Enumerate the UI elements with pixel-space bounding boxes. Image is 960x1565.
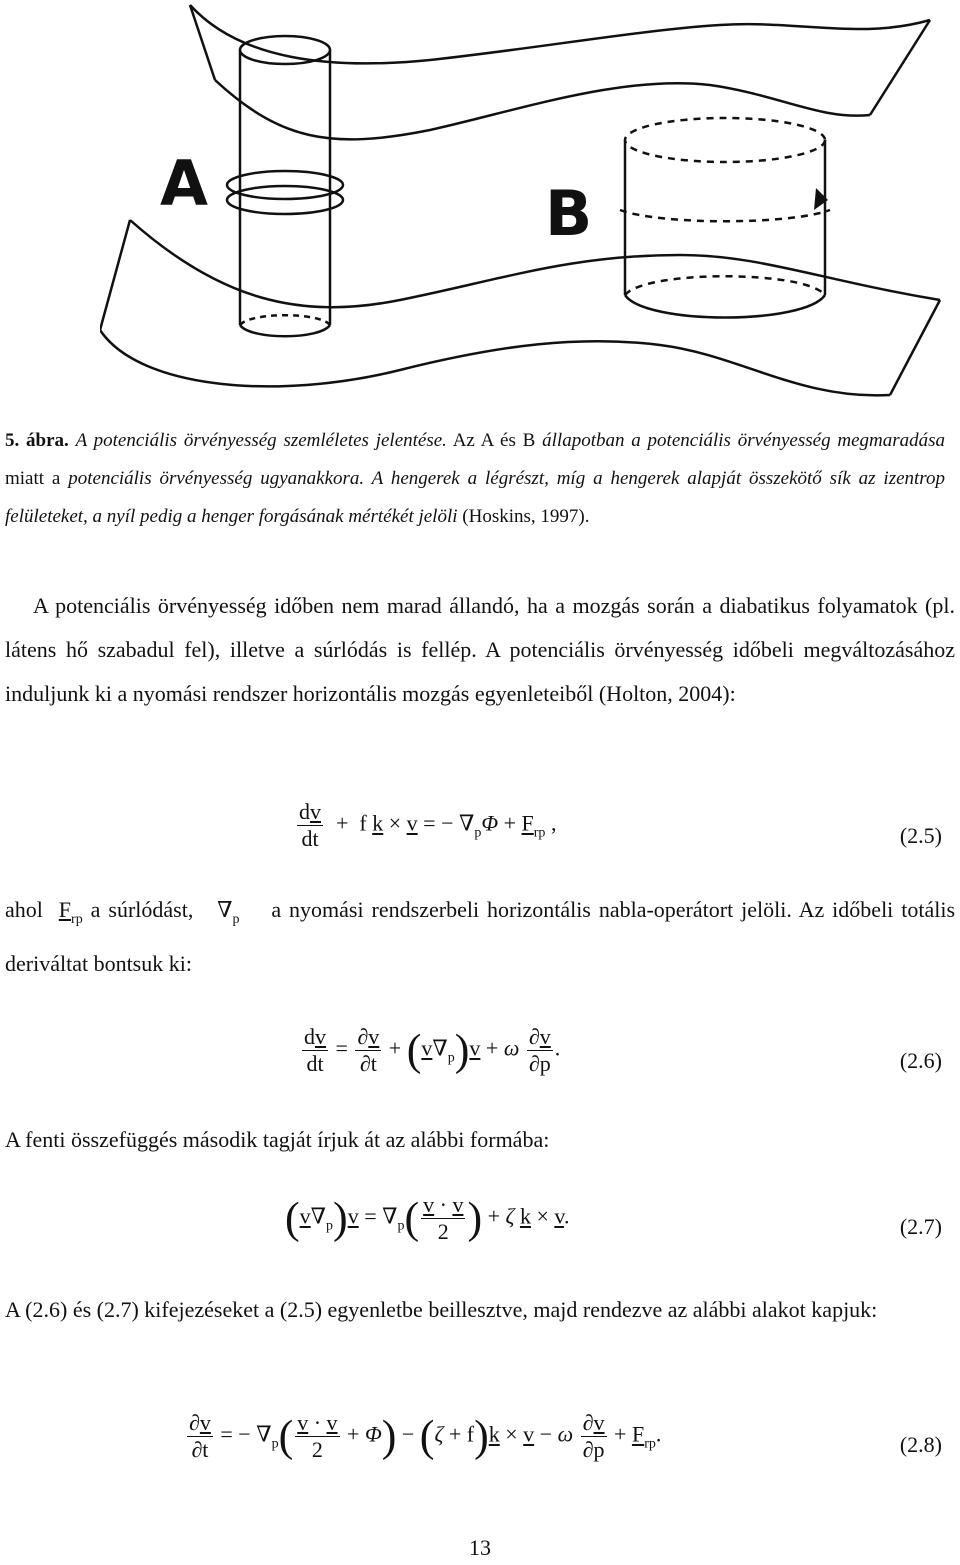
- equation-2-5: $\frac{dv}{dt}$ + f k × v = − $\nabla_p\Phi + F_{rp}$ , (2.5): [299, 799, 942, 851]
- caption-prefix: 5. ábra.: [5, 430, 69, 451]
- equation-number: (2.7): [899, 1214, 942, 1239]
- equation-2-7: $(v\nabla_p)v = \nabla_p$( $\frac{v \cdot v}{2}$ ) + ζ k × v. (2.7): [285, 1192, 942, 1244]
- equation-number: (2.6): [899, 1048, 942, 1073]
- caption-text-1: A potenciális örvényesség szemléletes jelentése.: [75, 430, 447, 451]
- paragraph-1: A potenciális örvényesség időben nem marad állandó, ha a mozgás során a diabatikus folyamatok (pl. látens hő szabadul fel), illetve a súrlódás is fellép. A potenciális örvényesség időbeli megváltozásához induljunk ki a nyomási rendszer horizontális mozgás egyenleteiből (Holton, 2004):: [5, 593, 955, 706]
- caption-text-2: Az A és B: [452, 430, 536, 451]
- equation-number: (2.8): [899, 1432, 942, 1457]
- cylinders-diagram: [100, 0, 960, 410]
- equation-2-6: $\frac{dv}{dt}$ = $\frac{\partial v}{\partial t}$ + $(v\nabla_p)v + \omega$ $\frac{\partial v}{\partial p}$ . (2.6): [304, 1024, 942, 1076]
- caption-text-6: (Hoskins, 1997).: [462, 506, 590, 527]
- page-number: 13: [469, 1535, 491, 1560]
- paragraph-2: ahol $F_{rp}$ a súrlódást, $\nabla_p$ a nyomási rendszerbeli horizontális nabla-operátort jelöli. Az időbeli totális deriváltat bontsuk ki:: [5, 897, 956, 976]
- equation-number: (2.5): [899, 823, 942, 848]
- label-b: B: [545, 177, 593, 250]
- figure-potential-vorticity: [100, 0, 960, 410]
- caption-text-5: potenciális örvényesség ugyanakkora. A hengerek a légrészt, míg a hengerek alapját összekötő sík az izentrop felületeket, a nyíl pedig a henger forgásának mértékét jelöli: [5, 468, 945, 527]
- caption-text-3: állapotban a potenciális örvényesség megmaradása: [542, 430, 946, 451]
- label-a: A: [160, 147, 208, 220]
- caption-text-4: miatt a: [5, 468, 61, 489]
- equation-2-8: $\frac{\partial v}{\partial t}$ = − $\nabla_p$( $\frac{v \cdot v}{2}$ + Φ) − (ζ + f)k × v − ω $\frac{\partial v}{\partial p}$ + $F_{rp}$. (2.8): [189, 1410, 942, 1462]
- paragraph-4: A (2.6) és (2.7) kifejezéseket a (2.5) egyenletbe beillesztve, majd rendezve az alábbi alakot kapjuk:: [5, 1297, 878, 1322]
- figure-caption: [5, 422, 945, 536]
- paragraph-3: A fenti összefüggés második tagját írjuk át az alábbi formába:: [5, 1127, 550, 1152]
